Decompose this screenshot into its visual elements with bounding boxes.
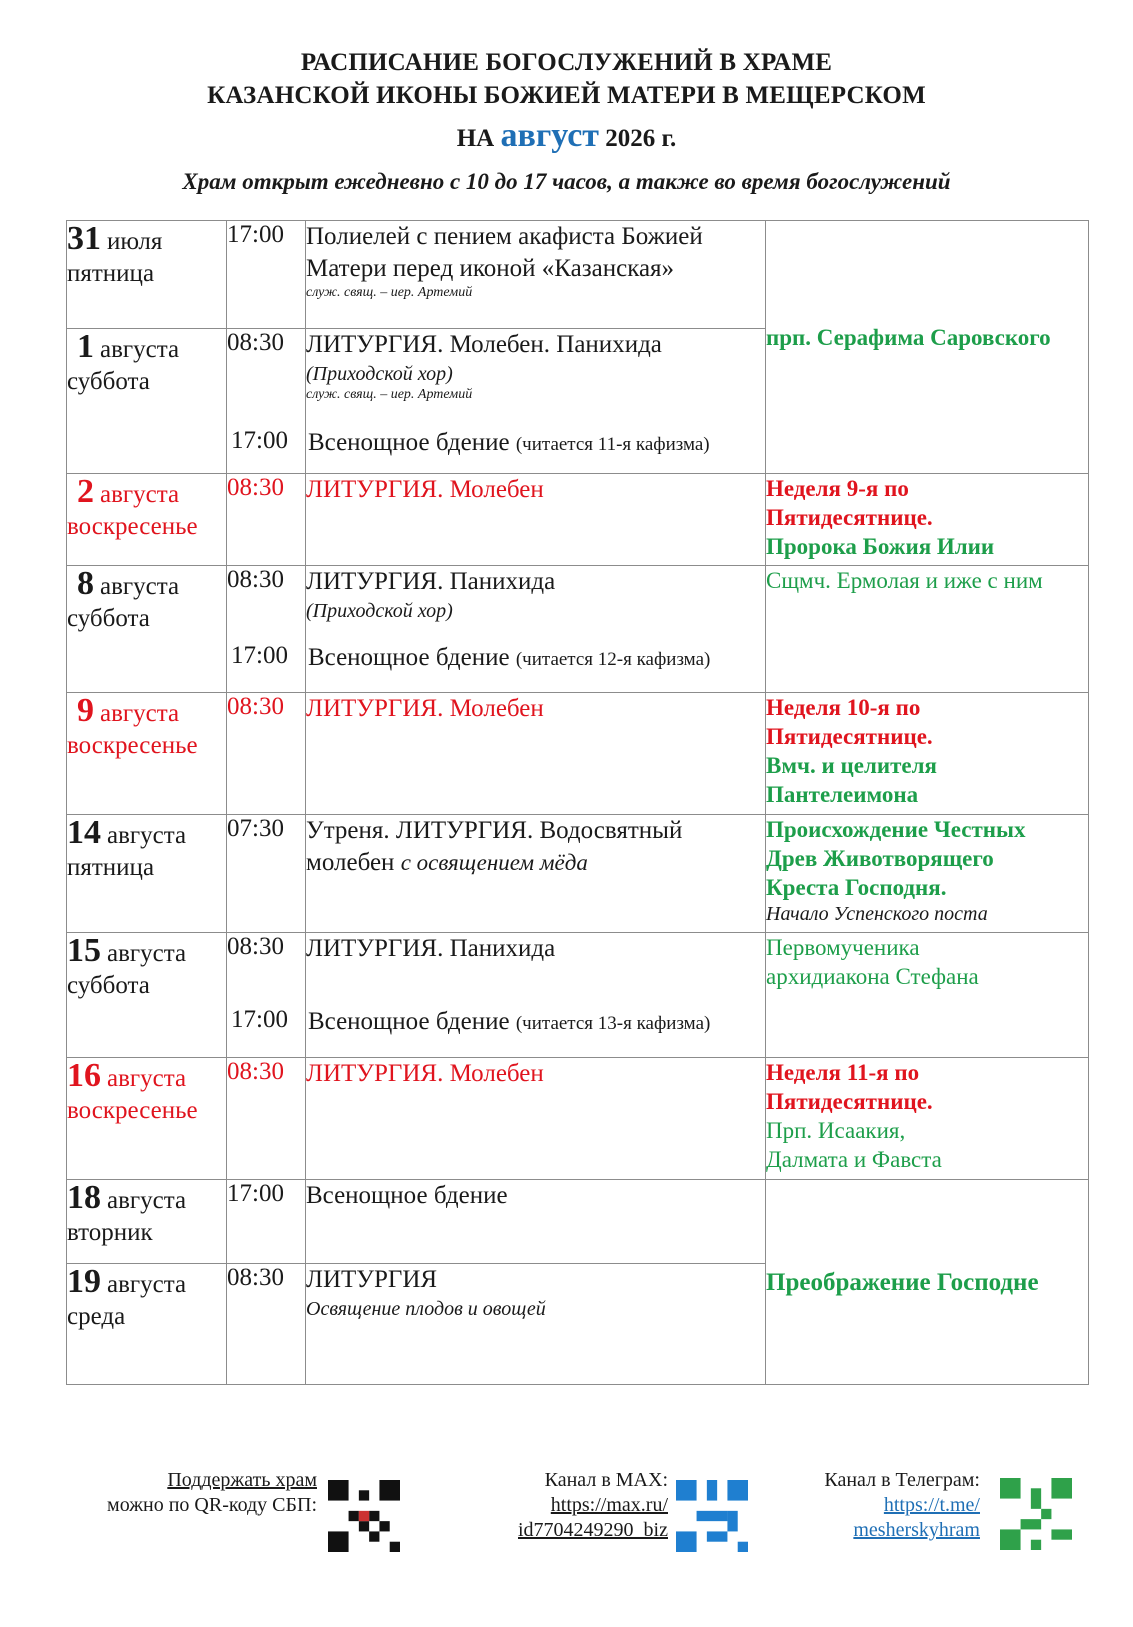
table-row bbox=[67, 221, 1089, 329]
month-word: августа bbox=[107, 1271, 187, 1298]
service-cell bbox=[306, 933, 766, 1058]
month-word: августа bbox=[107, 1187, 187, 1214]
date-cell bbox=[67, 693, 227, 815]
service-cell bbox=[306, 693, 766, 815]
kathisma-note: (читается 13-я кафизма) bbox=[515, 1013, 711, 1034]
date-cell bbox=[67, 221, 227, 329]
month-word: августа bbox=[100, 700, 180, 727]
day-number: 16 bbox=[67, 1057, 101, 1094]
day-number: 2 bbox=[77, 473, 94, 510]
service-name: ЛИТУРГИЯ. Молебен bbox=[306, 695, 544, 722]
time-cell bbox=[227, 933, 306, 1058]
day-number: 1 bbox=[77, 328, 94, 365]
date-cell bbox=[67, 329, 227, 474]
feast-cell bbox=[766, 1180, 1089, 1385]
sunday-name-2: Пятидесятнице. bbox=[766, 724, 933, 749]
feast-name: прп. Серафима Саровского bbox=[766, 324, 1051, 350]
service-time: 08:30 bbox=[227, 693, 284, 720]
month-prefix: НА bbox=[456, 125, 495, 152]
service-name-2: Всенощное бдение bbox=[308, 429, 510, 456]
service-note: с освящением мёда bbox=[400, 850, 588, 875]
clergy-note: служ. свящ. – иер. Артемий bbox=[306, 285, 473, 300]
kathisma-note: (читается 11-я кафизма) bbox=[515, 434, 710, 455]
service-time: 08:30 bbox=[227, 474, 284, 501]
weekday: воскресенье bbox=[67, 513, 198, 540]
weekday: суббота bbox=[67, 368, 150, 395]
weekday: пятница bbox=[67, 260, 155, 287]
donate-block bbox=[107, 1468, 317, 1518]
max-channel-block bbox=[518, 1468, 668, 1543]
service-time-2: 17:00 bbox=[231, 427, 288, 454]
service-name-2: Всенощное бдение bbox=[308, 644, 510, 671]
feast-name: Преображение Господне bbox=[766, 1268, 1039, 1296]
date-cell bbox=[67, 1264, 227, 1385]
service-time: 08:30 bbox=[227, 933, 284, 960]
feast-name: Первомученика bbox=[766, 935, 920, 960]
service-2 bbox=[308, 642, 710, 676]
feast-name: Прп. Исаакия, bbox=[766, 1118, 906, 1143]
feast-cell bbox=[766, 933, 1089, 1058]
telegram-link-2[interactable]: mesherskyhram bbox=[853, 1519, 980, 1541]
service-time-2: 17:00 bbox=[231, 1006, 288, 1033]
feast-name: Происхождение Честных bbox=[766, 817, 1026, 842]
telegram-link[interactable]: https://t.me/ bbox=[883, 1494, 980, 1516]
service-name: ЛИТУРГИЯ. Молебен bbox=[306, 1060, 544, 1087]
table-row bbox=[67, 933, 1089, 1058]
table-row bbox=[67, 815, 1089, 933]
month-line bbox=[0, 116, 1133, 159]
opening-hours-note: Храм открыт ежедневно с 10 до 17 часов, а также во время богослужений bbox=[182, 169, 951, 194]
service-name: ЛИТУРГИЯ. Панихида bbox=[306, 935, 556, 962]
sunday-name: Неделя 9-я по bbox=[766, 476, 909, 501]
feast-name: Вмч. и целителя bbox=[766, 753, 937, 778]
telegram-label: Канал в Телеграм: bbox=[824, 1469, 980, 1491]
feast-cell bbox=[766, 221, 1089, 474]
service-note: Освящение плодов и овощей bbox=[306, 1298, 546, 1320]
max-link[interactable]: https://max.ru/ bbox=[550, 1494, 668, 1516]
weekday: пятница bbox=[67, 854, 155, 881]
sunday-name-2: Пятидесятнице. bbox=[766, 1089, 933, 1114]
service-time: 08:30 bbox=[227, 329, 284, 356]
month-word: июля bbox=[107, 228, 163, 255]
title-line-1: РАСПИСАНИЕ БОГОСЛУЖЕНИЙ В ХРАМЕ bbox=[300, 49, 833, 76]
qr-code-sbp-icon[interactable] bbox=[328, 1480, 400, 1552]
choir-note: (Приходской хор) bbox=[306, 363, 453, 385]
max-link-2[interactable]: id7704249290_biz bbox=[518, 1519, 668, 1541]
feast-cell bbox=[766, 693, 1089, 815]
date-cell bbox=[67, 1058, 227, 1180]
feast-name-2: Далмата и Фавста bbox=[766, 1147, 942, 1172]
day-number: 18 bbox=[67, 1179, 101, 1216]
service-name: Полиелей с пением акафиста Божией Матери перед иконой «Казанская» bbox=[306, 223, 703, 282]
year: 2026 г. bbox=[605, 125, 677, 152]
table-row bbox=[67, 474, 1089, 566]
feast-name: Пророка Божия Илии bbox=[766, 534, 995, 559]
service-cell bbox=[306, 329, 766, 474]
weekday: суббота bbox=[67, 972, 150, 999]
table-row bbox=[67, 1180, 1089, 1264]
month-word: августа bbox=[107, 1065, 187, 1092]
service-time: 07:30 bbox=[227, 815, 284, 842]
weekday: воскресенье bbox=[67, 1097, 198, 1124]
table-row bbox=[67, 693, 1089, 815]
sunday-name-2: Пятидесятнице. bbox=[766, 505, 933, 530]
feast-cell bbox=[766, 474, 1089, 566]
service-name: ЛИТУРГИЯ. Панихида bbox=[306, 568, 556, 595]
date-cell bbox=[67, 566, 227, 693]
service-time: 17:00 bbox=[227, 1180, 284, 1207]
telegram-channel-block bbox=[824, 1468, 980, 1543]
service-name: Утреня. ЛИТУРГИЯ. Водосвятный молебен bbox=[306, 817, 683, 876]
service-2 bbox=[308, 1006, 710, 1040]
time-cell bbox=[227, 815, 306, 933]
service-name: ЛИТУРГИЯ bbox=[306, 1266, 438, 1293]
service-cell bbox=[306, 1058, 766, 1180]
sunday-name: Неделя 11-я по bbox=[766, 1060, 920, 1085]
day-number: 31 bbox=[67, 220, 101, 257]
month-word: августа bbox=[100, 573, 180, 600]
weekday: среда bbox=[67, 1303, 126, 1330]
page-header bbox=[0, 46, 1133, 195]
service-time: 08:30 bbox=[227, 1058, 284, 1085]
date-cell bbox=[67, 474, 227, 566]
month-name: август bbox=[500, 117, 599, 154]
sunday-name: Неделя 10-я по bbox=[766, 695, 921, 720]
weekday: вторник bbox=[67, 1219, 153, 1246]
feast-name: Сщмч. Ермолая и иже с ним bbox=[766, 568, 1043, 593]
fast-note: Начало Успенского поста bbox=[766, 903, 988, 925]
service-cell bbox=[306, 566, 766, 693]
feast-name-2: архидиакона Стефана bbox=[766, 964, 979, 989]
service-time-2: 17:00 bbox=[231, 642, 288, 669]
time-cell bbox=[227, 693, 306, 815]
service-cell bbox=[306, 1180, 766, 1264]
weekday: воскресенье bbox=[67, 732, 198, 759]
time-cell bbox=[227, 474, 306, 566]
day-number: 19 bbox=[67, 1263, 101, 1300]
service-2 bbox=[308, 427, 710, 461]
donate-link[interactable]: Поддержать храм bbox=[167, 1469, 317, 1491]
day-number: 9 bbox=[77, 692, 94, 729]
service-time: 08:30 bbox=[227, 566, 284, 593]
service-name-2: Всенощное бдение bbox=[308, 1008, 510, 1035]
time-cell bbox=[227, 566, 306, 693]
feast-cell bbox=[766, 1058, 1089, 1180]
service-cell bbox=[306, 221, 766, 329]
month-word: августа bbox=[107, 940, 187, 967]
donate-caption: можно по QR-коду СБП: bbox=[107, 1494, 317, 1516]
day-number: 8 bbox=[77, 565, 94, 602]
table-row bbox=[67, 566, 1089, 693]
service-name: ЛИТУРГИЯ. Молебен. Панихида bbox=[306, 331, 662, 358]
time-cell bbox=[227, 221, 306, 329]
service-name: Всенощное бдение bbox=[306, 1182, 508, 1209]
service-cell bbox=[306, 1264, 766, 1385]
choir-note: (Приходской хор) bbox=[306, 600, 453, 622]
day-number: 15 bbox=[67, 932, 101, 969]
feast-cell bbox=[766, 815, 1089, 933]
month-word: августа bbox=[107, 822, 187, 849]
feast-name-2: Пантелеимона bbox=[766, 782, 919, 807]
weekday: суббота bbox=[67, 605, 150, 632]
time-cell bbox=[227, 1058, 306, 1180]
title-line-2: КАЗАНСКОЙ ИКОНЫ БОЖИЕЙ МАТЕРИ В МЕЩЕРСКОМ bbox=[207, 82, 926, 109]
service-cell bbox=[306, 815, 766, 933]
qr-code-telegram-icon[interactable] bbox=[1000, 1478, 1072, 1550]
time-cell bbox=[227, 329, 306, 474]
time-cell bbox=[227, 1264, 306, 1385]
max-label: Канал в MAX: bbox=[544, 1469, 668, 1491]
day-number: 14 bbox=[67, 814, 101, 851]
time-cell bbox=[227, 1180, 306, 1264]
schedule-table bbox=[66, 220, 1089, 1385]
qr-code-max-icon[interactable] bbox=[676, 1480, 748, 1552]
service-name: ЛИТУРГИЯ. Молебен bbox=[306, 476, 544, 503]
date-cell bbox=[67, 933, 227, 1058]
table-row bbox=[67, 1058, 1089, 1180]
feast-name-2: Древ Животворящего bbox=[766, 846, 994, 871]
date-cell bbox=[67, 1180, 227, 1264]
clergy-note: служ. свящ. – иер. Артемий bbox=[306, 387, 473, 402]
service-time: 08:30 bbox=[227, 1264, 284, 1291]
date-cell bbox=[67, 815, 227, 933]
month-word: августа bbox=[100, 481, 180, 508]
kathisma-note: (читается 12-я кафизма) bbox=[515, 649, 711, 670]
month-word: августа bbox=[100, 336, 180, 363]
feast-name-3: Креста Господня. bbox=[766, 875, 947, 900]
service-cell bbox=[306, 474, 766, 566]
feast-cell bbox=[766, 566, 1089, 693]
service-time: 17:00 bbox=[227, 221, 284, 248]
